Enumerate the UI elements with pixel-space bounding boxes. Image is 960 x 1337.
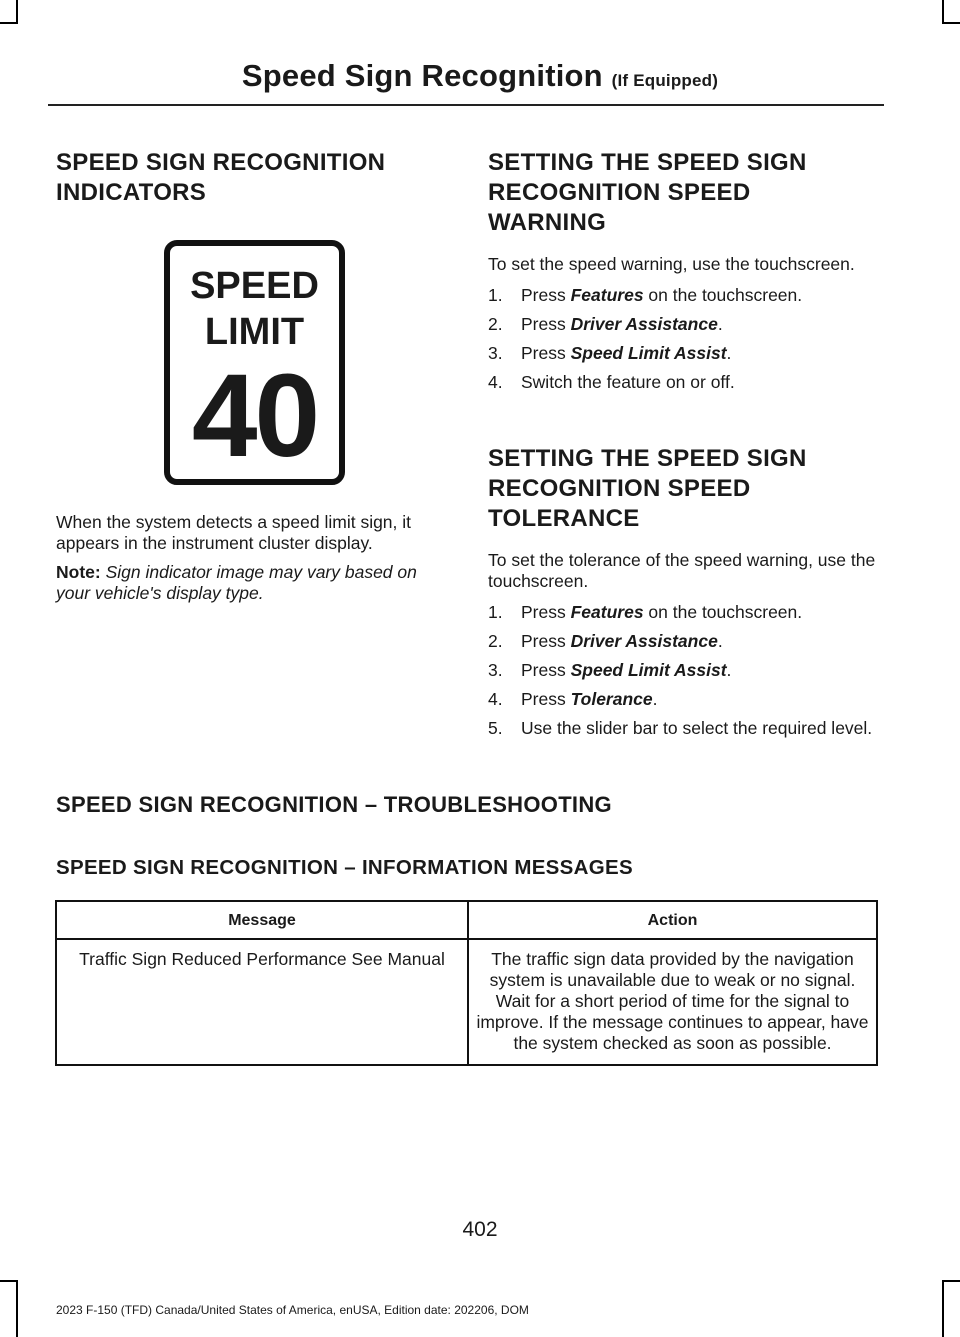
step-number: 2.: [488, 314, 503, 334]
crop-mark: [0, 22, 18, 24]
indicators-heading: [56, 148, 448, 208]
list-item: [488, 314, 883, 335]
step-number: 3.: [488, 660, 503, 680]
step-number: 2.: [488, 631, 503, 651]
heading-line: SETTING THE SPEED SIGN: [488, 149, 807, 176]
speed-warning-heading: [488, 148, 883, 238]
step-number: 1.: [488, 285, 503, 305]
ui-term: Features: [570, 285, 644, 305]
crop-mark: [0, 1280, 18, 1282]
speed-warning-steps: [488, 285, 883, 393]
list-item: [488, 718, 883, 739]
crop-mark: [942, 1280, 944, 1337]
list-item: [488, 343, 883, 364]
troubleshooting-heading: SPEED SIGN RECOGNITION – TROUBLESHOOTING: [56, 792, 612, 817]
list-item: [488, 285, 883, 306]
step-text: Press: [521, 689, 571, 709]
page-number: 402: [462, 1218, 498, 1241]
step-text: .: [717, 314, 723, 334]
page-header: [0, 58, 960, 94]
ui-term: Speed Limit Assist: [570, 343, 727, 363]
information-messages-table: [55, 900, 878, 1066]
indicators-note: [56, 562, 448, 604]
speed-warning-intro: To set the speed warning, use the touchscreen.: [488, 254, 855, 274]
step-number: 4.: [488, 689, 503, 709]
table-header-row: [56, 901, 877, 939]
sign-line-limit: LIMIT: [204, 311, 305, 353]
speed-limit-sign-image: [164, 240, 345, 485]
ui-term: Driver Assistance: [570, 631, 718, 651]
step-text: .: [726, 343, 732, 363]
step-text: .: [652, 689, 658, 709]
column-header-action: Action: [468, 901, 877, 939]
speed-tolerance-intro: To set the tolerance of the speed warning, use the touchscreen.: [488, 550, 876, 591]
column-header-message: Message: [56, 901, 468, 939]
crop-mark: [942, 22, 960, 24]
speed-warning-section: [488, 148, 883, 401]
action-cell: The traffic sign data provided by the navigation system is unavailable due to weak or no signal. Wait for a short period of time for the signal to improve. If the message continues to appear, have the system checked as soon as possible.: [468, 939, 877, 1065]
ui-term: Speed Limit Assist: [570, 660, 727, 680]
step-number: 3.: [488, 343, 503, 363]
step-text: Press: [521, 631, 571, 651]
step-text: Press: [521, 660, 571, 680]
list-item: [488, 372, 883, 393]
indicators-body: When the system detects a speed limit sign, it appears in the instrument cluster display.: [56, 512, 412, 553]
sign-line-speed: SPEED: [190, 265, 319, 307]
heading-line: RECOGNITION SPEED: [488, 179, 751, 206]
indicators-section: [56, 148, 448, 208]
indicators-text: [56, 512, 448, 604]
heading-line: TOLERANCE: [488, 505, 640, 532]
step-text: Press: [521, 343, 571, 363]
step-text: Press: [521, 602, 571, 622]
heading-line: RECOGNITION SPEED: [488, 475, 751, 502]
speed-tolerance-section: [488, 444, 883, 747]
heading-line: WARNING: [488, 209, 607, 236]
header-rule: [48, 104, 884, 106]
sign-speed-value: 40: [191, 350, 318, 482]
step-text: Press: [521, 285, 571, 305]
heading-line: SPEED SIGN RECOGNITION: [56, 149, 386, 176]
step-number: 4.: [488, 372, 503, 392]
step-text: on the touchscreen.: [643, 602, 803, 622]
information-messages-heading: SPEED SIGN RECOGNITION – INFORMATION MESSAGES: [56, 856, 633, 879]
crop-mark: [942, 0, 944, 22]
step-text: Press: [521, 314, 571, 334]
list-item: [488, 631, 883, 652]
header-subtitle: (If Equipped): [611, 71, 719, 90]
heading-line: INDICATORS: [56, 179, 207, 206]
step-text: Switch the feature on or off.: [521, 372, 735, 392]
step-text: Use the slider bar to select the required level.: [521, 718, 873, 738]
ui-term: Features: [570, 602, 644, 622]
step-number: 5.: [488, 718, 503, 738]
message-cell: Traffic Sign Reduced Performance See Manual: [56, 939, 468, 1065]
table-row: [56, 939, 877, 1065]
list-item: [488, 689, 883, 710]
footer-edition-info: 2023 F-150 (TFD) Canada/United States of America, enUSA, Edition date: 202206, DOM: [56, 1303, 529, 1317]
crop-mark: [16, 0, 18, 22]
speed-tolerance-heading: [488, 444, 883, 534]
step-text: .: [717, 631, 723, 651]
step-text: on the touchscreen.: [643, 285, 803, 305]
ui-term: Tolerance: [570, 689, 653, 709]
step-number: 1.: [488, 602, 503, 622]
list-item: [488, 660, 883, 681]
heading-line: SETTING THE SPEED SIGN: [488, 445, 807, 472]
step-text: .: [726, 660, 732, 680]
list-item: [488, 602, 883, 623]
note-text: Sign indicator image may vary based on your vehicle's display type.: [56, 562, 417, 603]
crop-mark: [16, 1280, 18, 1337]
crop-mark: [942, 1280, 960, 1282]
header-title: Speed Sign Recognition: [241, 58, 603, 93]
speed-tolerance-steps: [488, 602, 883, 739]
note-label: Note:: [56, 562, 101, 582]
ui-term: Driver Assistance: [570, 314, 718, 334]
